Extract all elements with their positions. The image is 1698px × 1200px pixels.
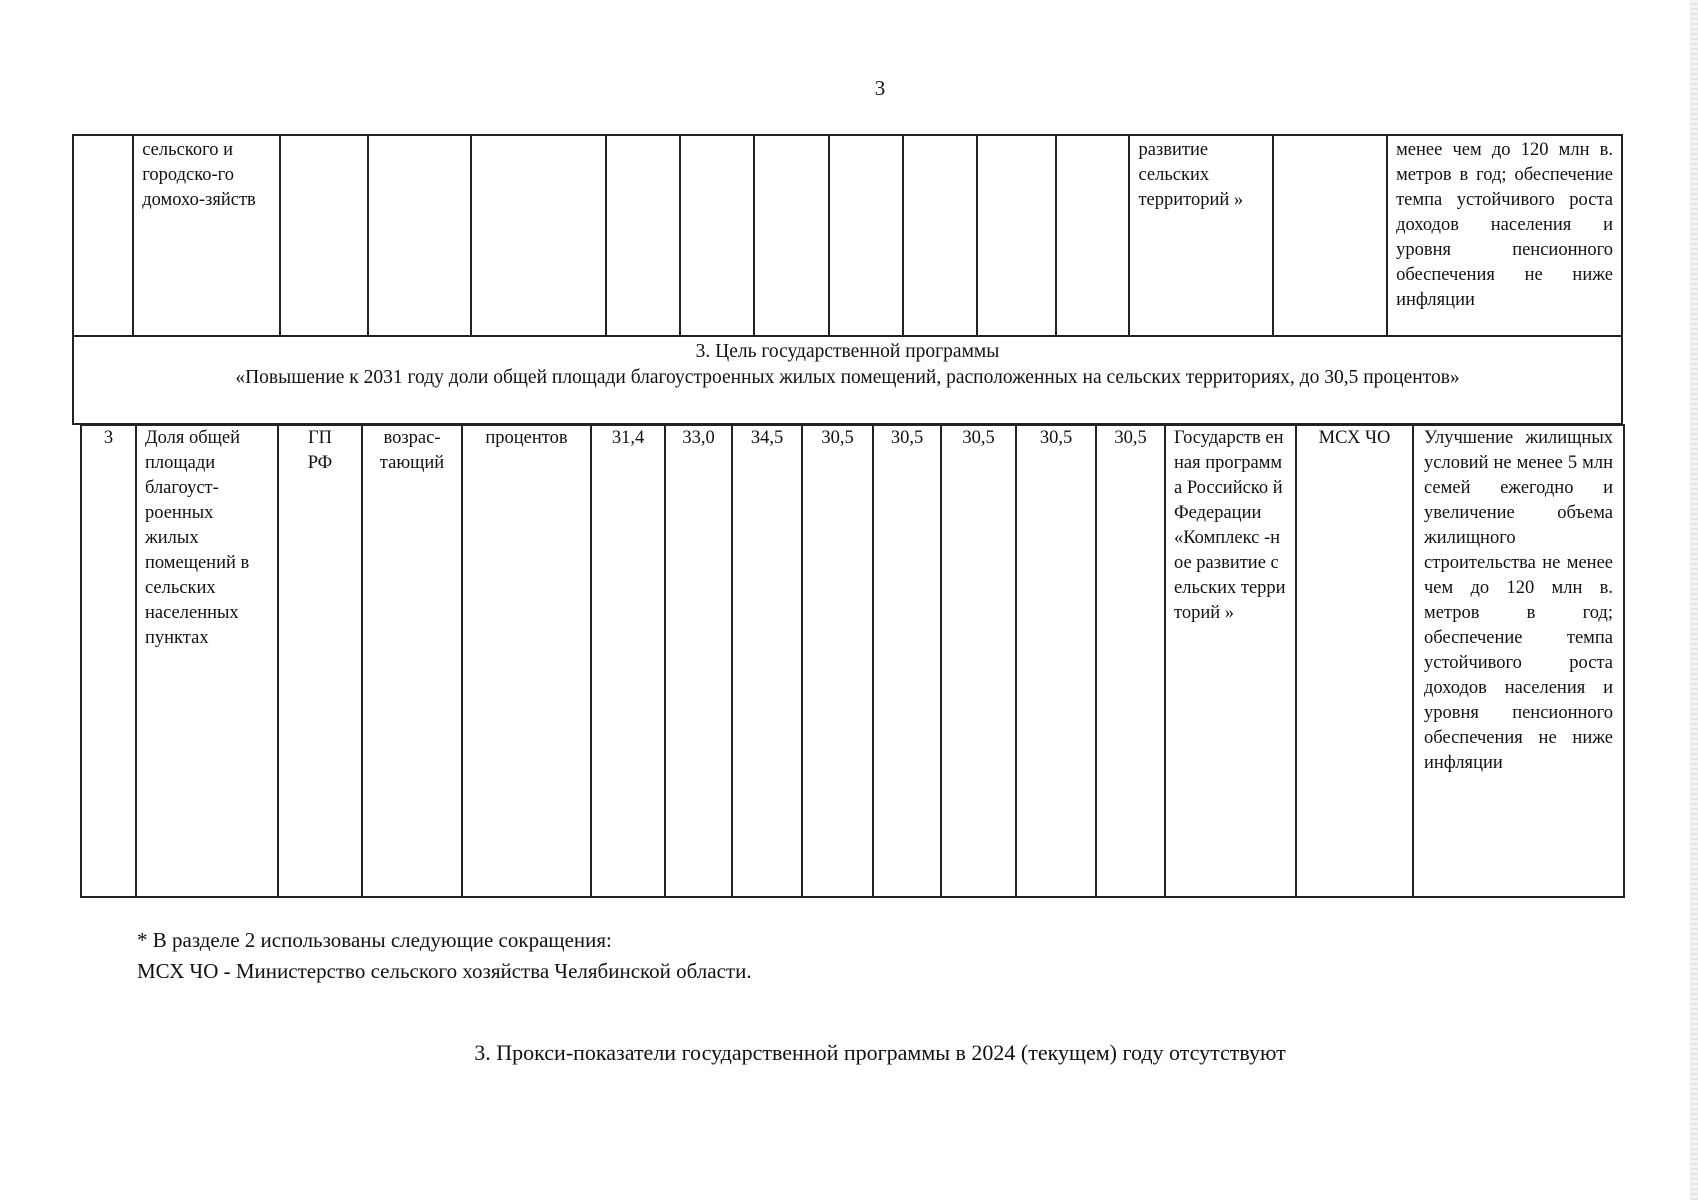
scan-edge-decoration bbox=[1690, 0, 1698, 1200]
cell-responsible bbox=[1273, 135, 1387, 336]
cell-value bbox=[606, 135, 680, 336]
row3-value: 30,5 bbox=[1016, 425, 1096, 897]
goal-cell bbox=[73, 336, 1622, 424]
row3-program bbox=[1165, 425, 1296, 897]
cell-unit bbox=[471, 135, 606, 336]
result-text: менее чем до 120 млн в. метров в год; обеспечение темпа устойчивого роста доходов населения и уровня пенсионного обеспечения не ниже инфляции bbox=[1396, 140, 1613, 310]
goal-title: 3. Цель государственной программы bbox=[695, 341, 1000, 362]
footnote bbox=[137, 925, 752, 987]
footnote-line-1: * В разделе 2 использованы следующие сокращения: bbox=[137, 928, 612, 952]
footnote-line-2: МСХ ЧО - Министерство сельского хозяйства Челябинской области. bbox=[137, 959, 752, 983]
row3-result-text: Улучшение жилищных условий не менее 5 млн семей ежегодно и увеличение объема жилищного строительства не менее чем до 120 млн в. метров в год; обеспечение темпа устойчивого роста доходов населения и уровня пенсионного обеспечения не ниже инфляции bbox=[1424, 428, 1613, 773]
row3-num: 3 bbox=[81, 425, 136, 897]
cell-value bbox=[977, 135, 1056, 336]
row3-value: 34,5 bbox=[732, 425, 802, 897]
table-row bbox=[73, 135, 1622, 336]
row3-indicator-name-text: Доля общей площади благоуст-роенных жилых помещений в сельских населенных пунктах bbox=[145, 428, 250, 648]
indicators-table-continuation bbox=[72, 134, 1623, 425]
program-text: развитие сельских территорий » bbox=[1138, 140, 1244, 210]
cell-indicator-name bbox=[133, 135, 279, 336]
section-3-heading: 3. Прокси-показатели государственной программы в 2024 (текущем) году отсутствуют bbox=[474, 1040, 1286, 1065]
cell-program bbox=[1129, 135, 1272, 336]
goal-text: «Повышение к 2031 году доли общей площади благоустроенных жилых помещений, расположенных на сельских территориях, до 30,5 процентов» bbox=[235, 367, 1460, 388]
row3-level bbox=[278, 425, 362, 897]
cell-num bbox=[73, 135, 133, 336]
row3-trend bbox=[362, 425, 462, 897]
row3-trend-text: возрас-тающий bbox=[379, 428, 445, 473]
row3-value: 33,0 bbox=[665, 425, 732, 897]
cell-trend bbox=[368, 135, 471, 336]
cell-value bbox=[754, 135, 829, 336]
row3-value: 30,5 bbox=[802, 425, 873, 897]
row3-value: 30,5 bbox=[1096, 425, 1165, 897]
row3-indicator-name bbox=[136, 425, 278, 897]
cell-level bbox=[280, 135, 368, 336]
row3-value: 30,5 bbox=[873, 425, 941, 897]
indicators-table-row3 bbox=[80, 424, 1625, 898]
row3-value: 31,4 bbox=[591, 425, 665, 897]
row3-level-text: ГП РФ bbox=[307, 428, 333, 473]
page-number: 3 bbox=[874, 76, 886, 100]
table-row bbox=[81, 425, 1624, 897]
row3-unit: процентов bbox=[462, 425, 591, 897]
indicator-name-text: сельского и городско-го домохо-зяйств bbox=[142, 140, 256, 210]
row3-result bbox=[1413, 425, 1624, 897]
row3-responsible: МСХ ЧО bbox=[1296, 425, 1413, 897]
cell-value bbox=[903, 135, 977, 336]
goal-row bbox=[73, 336, 1622, 424]
cell-value bbox=[680, 135, 755, 336]
cell-value bbox=[829, 135, 903, 336]
cell-value bbox=[1056, 135, 1130, 336]
row3-value: 30,5 bbox=[941, 425, 1016, 897]
row3-program-text: Государств енная программа Российско й Федерации «Комплекс -ное развитие сельских территорий » bbox=[1174, 428, 1286, 623]
cell-result bbox=[1387, 135, 1622, 336]
